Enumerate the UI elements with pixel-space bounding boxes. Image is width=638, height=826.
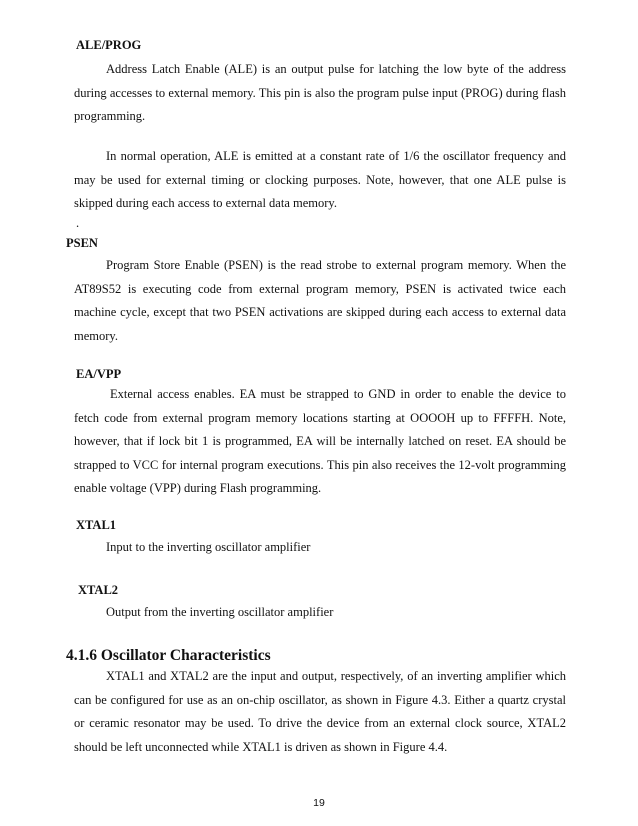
- stray-dot: .: [76, 216, 80, 230]
- page-number: 19: [313, 797, 325, 809]
- paragraph-ea-vpp: External access enables. EA must be strapped to GND in order to enable the device to fetch code from external program memory locations starting at OOOOH up to FFFFH. Note, however, that if lock bit 1 is programmed, EA will be internally latched on reset. EA should be strapped to VCC for internal program executions. This pin also receives the 12-volt programming enable voltage (VPP) during Flash programming.: [74, 387, 566, 496]
- paragraph-ale-normal-operation: In normal operation, ALE is emitted at a constant rate of 1/6 the oscillator frequency and may be used for external timing or clocking purposes. Note, however, that one ALE pulse is skipped during each access to external data memory.: [74, 149, 566, 211]
- heading-xtal2: XTAL2: [78, 583, 119, 597]
- paragraph-ale-description: Address Latch Enable (ALE) is an output pulse for latching the low byte of the address during accesses to external memory. This pin is also the program pulse input (PROG) during flash programming.: [74, 62, 566, 124]
- paragraph-psen: Program Store Enable (PSEN) is the read strobe to external program memory. When the AT89S52 is executing code from external program memory, PSEN is activated twice each machine cycle, except that two PSEN activations are skipped during each access to external data memory.: [74, 258, 566, 343]
- heading-ea-vpp: EA/VPP: [76, 367, 122, 381]
- text-xtal2: Output from the inverting oscillator amplifier: [106, 605, 334, 619]
- heading-xtal1: XTAL1: [76, 518, 117, 532]
- section-heading-oscillator: 4.1.6 Oscillator Characteristics: [66, 647, 271, 664]
- text-xtal1: Input to the inverting oscillator amplifier: [106, 540, 311, 554]
- paragraph-oscillator: XTAL1 and XTAL2 are the input and output, respectively, of an inverting amplifier which can be configured for use as an on-chip oscillator, as shown in Figure 4.3. Either a quartz crystal or ceramic resonator may be used. To drive the device from an external clock source, XTAL2 should be left unconnected while XTAL1 is driven as shown in Figure 4.4.: [74, 669, 566, 754]
- heading-psen: PSEN: [66, 236, 98, 250]
- heading-ale-prog: ALE/PROG: [76, 38, 142, 52]
